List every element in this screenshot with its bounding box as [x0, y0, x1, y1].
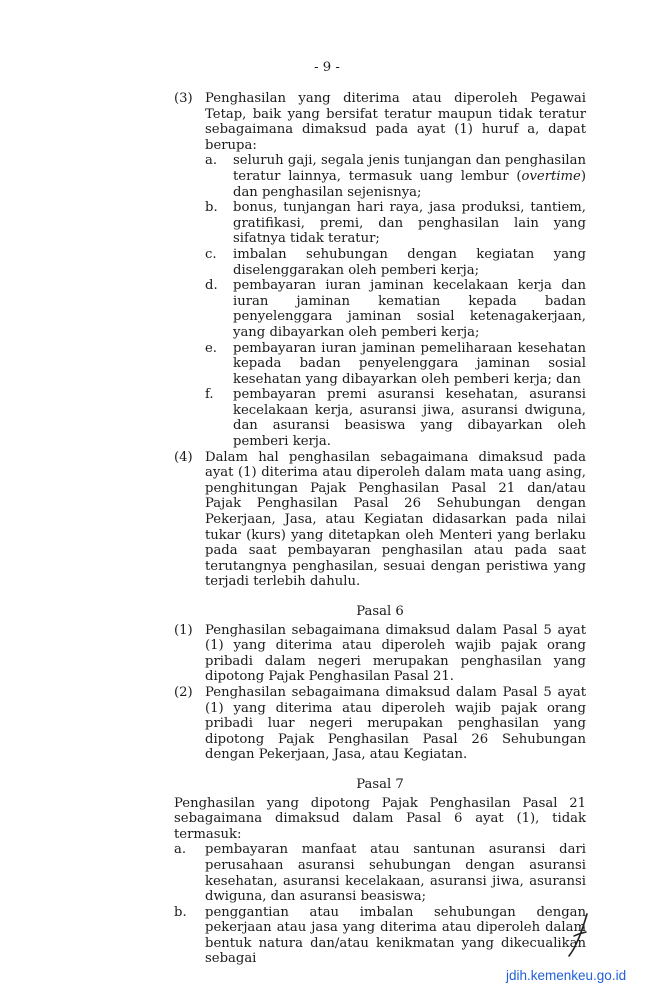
list-letter: e. [205, 340, 217, 356]
list-letter: b. [174, 904, 187, 920]
document-body [174, 91, 586, 967]
list-item [205, 200, 586, 247]
list-item [174, 842, 586, 904]
paragraph-number: (4) [174, 449, 193, 465]
paragraph-text: Penghasilan sebagaimana dimaksud dalam Pasal 5 ayat (1) yang diterima atau diperoleh wajib pajak orang pribadi dalam negeri merupakan penghasilan yang dipotong Pajak Penghasilan Pasal 21. [205, 622, 586, 685]
paragraph-text: Penghasilan sebagaimana dimaksud dalam Pasal 5 ayat (1) yang diterima atau diperoleh wajib pajak orang pribadi luar negeri merupakan penghasilan yang dipotong Pajak Penghasilan Pasal 26 Sehubungan dengan Pekerjaan, Jasa, atau Kegiatan. [205, 684, 586, 763]
paragraph-5-3 [174, 91, 586, 450]
list-item-text: imbalan sehubungan dengan kegiatan yang diselenggarakan oleh pemberi kerja; [233, 246, 586, 278]
list-letter: c. [205, 246, 217, 262]
list-letter: f. [205, 387, 214, 403]
list-letter: a. [174, 842, 187, 858]
list-item [205, 387, 586, 449]
paragraph-text: Penghasilan yang diterima atau diperoleh Pegawai Tetap, baik yang bersifat teratur maupun tidak teratur sebagaimana dimaksud pada ayat (1) huruf a, dapat berupa: [205, 91, 586, 153]
source-link[interactable]: jdih.kemenkeu.go.id [506, 968, 627, 983]
list-letter: d. [205, 278, 218, 294]
list-item-text: pembayaran iuran jaminan kecelakaan kerja dan iuran jaminan kematian kepada badan penyelenggara jaminan sosial ketenagakerjaan, yang dibayarkan oleh pemberi kerja; [233, 278, 586, 340]
list-item [174, 905, 586, 967]
pasal-7-intro: Penghasilan yang dipotong Pajak Penghasilan Pasal 21 sebagaimana dimaksud dalam Pasal 6 ayat (1), tidak termasuk: [174, 795, 586, 842]
list-item-text: bonus, tunjangan hari raya, jasa produksi, tantiem, gratifikasi, premi, dan penghasilan lain yang sifatnya tidak teratur; [233, 200, 586, 247]
paragraph-5-4 [174, 450, 586, 590]
list-item [205, 341, 586, 388]
paragraph-number: (2) [174, 684, 193, 700]
paragraph-number: (3) [174, 91, 193, 106]
list-item-text: pembayaran manfaat atau santunan asuransi dari perusahaan asuransi sehubungan dengan asuransi kesehatan, asuransi kecelakaan, asuransi jiwa, asuransi dwiguna, dan asuransi beasiswa; [205, 842, 586, 905]
paragraph-number: (1) [174, 622, 193, 638]
page-number: - 9 - [314, 60, 340, 75]
paragraph-6-2 [174, 685, 586, 763]
paragraph-text: Dalam hal penghasilan sebagaimana dimaksud pada ayat (1) diterima atau diperoleh dalam mata uang asing, penghitungan Pajak Penghasilan Pasal 21 dan/atau Pajak Penghasilan Pasal 26 Sehubungan dengan Pekerjaan, Jasa, atau Kegiatan didasarkan pada nilai tukar (kurs) yang ditetapkan oleh Menteri yang berlaku pada saat pembayaran penghasilan atau pada saat terutangnya penghasilan, sesuai dengan peristiwa yang terjadi terlebih dahulu. [205, 449, 586, 590]
list-item-text: pembayaran premi asuransi kesehatan, asuransi kecelakaan kerja, asuransi jiwa, asuransi dwiguna, dan asuransi beasiswa yang dibayarkan oleh pemberi kerja. [233, 387, 586, 450]
pasal-6-title: Pasal 6 [356, 604, 404, 619]
paraf-signature-icon [565, 912, 591, 958]
list-item [205, 247, 586, 278]
overtime-term: overtime [521, 168, 581, 184]
paragraph-6-1 [174, 623, 586, 685]
list-item-text: penggantian atau imbalan sehubungan dengan pekerjaan atau jasa yang diterima atau diperoleh dalam bentuk natura dan/atau kenikmatan yang dikecualikan sebagai [205, 904, 586, 967]
list-letter: b. [205, 200, 218, 216]
list-item [205, 153, 586, 200]
pasal-7-title: Pasal 7 [356, 776, 404, 792]
list-letter: a. [205, 153, 218, 169]
list-item-text: pembayaran iuran jaminan pemeliharaan kesehatan kepada badan penyelenggara jaminan sosial kesehatan yang dibayarkan oleh pemberi kerja; dan [233, 340, 586, 387]
list-item [205, 278, 586, 340]
list-item-text: seluruh gaji, segala jenis tunjangan dan penghasilan teratur lainnya, termasuk uang lembur (overtime) dan penghasilan sejenisnya; [233, 153, 586, 200]
